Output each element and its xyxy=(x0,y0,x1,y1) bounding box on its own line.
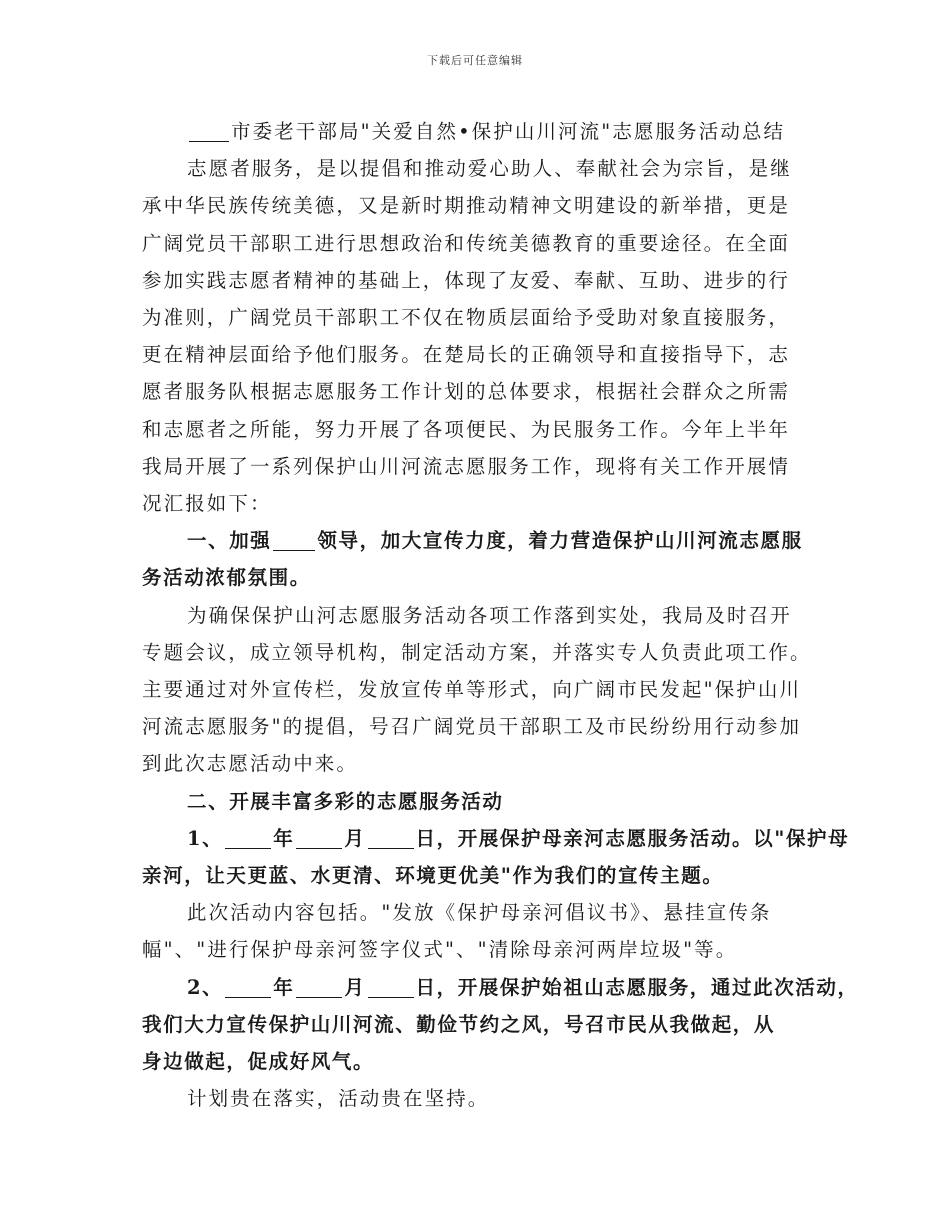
text-line: 到此次志愿活动中来。 xyxy=(142,752,359,776)
document-body xyxy=(142,113,859,1117)
heading-text: 一、加强 xyxy=(187,529,272,553)
item2-heading xyxy=(142,969,859,1081)
title-blank xyxy=(189,119,229,142)
text-line: 广阔党员干部职工进行思想政治和传统美德教育的重要途径。在全面 xyxy=(142,231,791,255)
year-label: 年 xyxy=(273,975,295,999)
title-text: 市委老干部局"关爱自然•保护山川河流"志愿服务活动总结 xyxy=(231,120,786,143)
intro-continuation xyxy=(142,187,810,522)
text-line: 承中华民族传统美德，又是新时期推动精神文明建设的新举措，更是 xyxy=(142,194,791,218)
item2-heading-line1 xyxy=(142,969,859,1006)
item2-heading-rest: 日，开展保护始祖山志愿服务，通过此次活动， xyxy=(415,975,859,999)
section1-body xyxy=(142,597,810,783)
item1-body xyxy=(142,894,810,968)
month-label: 月 xyxy=(344,826,366,850)
closing-paragraph xyxy=(142,1080,810,1117)
text-line: 专题会议，成立领导机构，制定活动方案，并落实专人负责此项工作。 xyxy=(142,640,812,664)
day-blank xyxy=(368,975,414,998)
item2-heading-line2: 我们大力宣传保护山川河流、勤俭节约之风，号召市民从我做起，从 xyxy=(142,1012,776,1036)
item1-heading-rest: 日，开展保护母亲河志愿服务活动。以"保护母 xyxy=(415,826,850,850)
text-line: 为准则，广阔党员干部职工不仅在物质层面给予受助对象直接服务， xyxy=(142,306,791,330)
day-blank xyxy=(368,826,414,849)
item1-heading-line1 xyxy=(142,820,850,857)
item-number: 2、 xyxy=(187,975,224,999)
text-line: 幅"、"进行保护母亲河签字仪式"、"清除母亲河两岸垃圾"等。 xyxy=(142,938,738,962)
month-label: 月 xyxy=(344,975,366,999)
text-line: 志愿者服务，是以提倡和推动爱心助人、奉献社会为宗旨，是继 xyxy=(187,157,792,181)
item2-heading-line3: 身边做起，促成好风气。 xyxy=(142,1050,375,1074)
text-line: 和志愿者之所能，努力开展了各项便民、为民服务工作。今年上半年 xyxy=(142,417,791,441)
text-line: 我局开展了一系列保护山川河流志愿服务工作，现将有关工作开展情 xyxy=(142,454,791,478)
text-line: 参加实践志愿者精神的基础上，体现了友爱、奉献、互助、进步的行 xyxy=(142,268,791,292)
text-line: 为确保保护山河志愿服务活动各项工作落到实处，我局及时召开 xyxy=(187,603,792,627)
section1-heading xyxy=(142,522,810,596)
text-line: 更在精神层面给予他们服务。在楚局长的正确领导和直接指导下，志 xyxy=(142,343,791,367)
section2-heading-text: 二、开展丰富多彩的志愿服务活动 xyxy=(187,789,504,813)
month-blank xyxy=(296,975,342,998)
heading-blank xyxy=(273,528,315,551)
text-line: 此次活动内容包括。"发放《保护母亲河倡议书》、悬挂宣传条 xyxy=(187,901,772,925)
item-number: 1、 xyxy=(187,826,224,850)
section1-heading-line1 xyxy=(142,522,810,559)
text-line: 主要通过对外宣传栏，发放宣传单等形式，向广阔市民发起"保护山川 xyxy=(142,678,802,702)
text-line: 河流志愿服务"的提倡，号召广阔党员干部职工及市民纷纷用行动参加 xyxy=(142,715,802,739)
item1-heading xyxy=(142,820,850,894)
year-blank xyxy=(225,975,271,998)
section1-heading-line2: 务活动浓郁氛围。 xyxy=(142,566,311,590)
section2-heading xyxy=(142,783,810,820)
year-label: 年 xyxy=(273,826,295,850)
heading-text: 领导，加大宣传力度，着力营造保护山川河流志愿服 xyxy=(317,529,803,553)
header-note: 下载后可任意编辑 xyxy=(427,54,523,67)
text-line: 愿者服务队根据志愿服务工作计划的总体要求，根据社会群众之所需 xyxy=(142,380,791,404)
document-title xyxy=(142,113,810,150)
month-blank xyxy=(296,826,342,849)
item1-heading-line2: 亲河，让天更蓝、水更清、环境更优美"作为我们的宣传主题。 xyxy=(142,864,724,888)
text-line: 计划贵在落实，活动贵在坚持。 xyxy=(187,1087,490,1111)
year-blank xyxy=(225,826,271,849)
text-line: 况汇报如下： xyxy=(142,492,272,516)
intro-paragraph xyxy=(142,150,810,187)
